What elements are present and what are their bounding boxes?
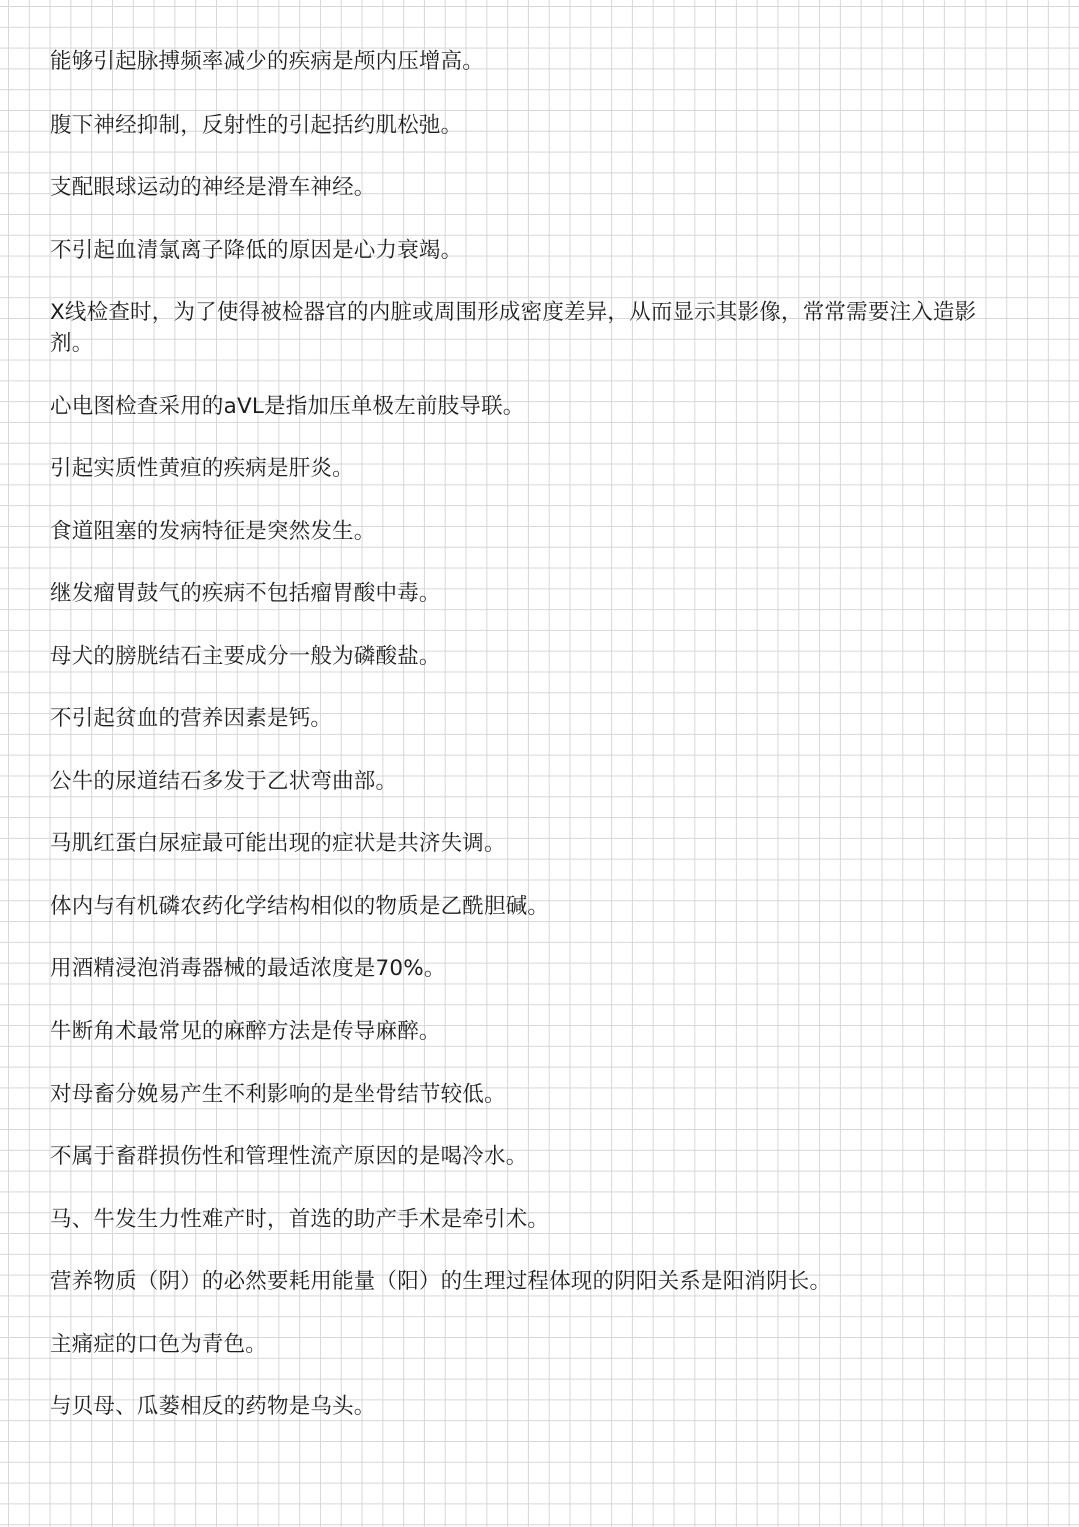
note-line: 与贝母、瓜蒌相反的药物是乌头。 xyxy=(50,1394,376,1419)
note-line: 不引起血清氯离子降低的原因是心力衰竭。 xyxy=(50,238,463,263)
note-line: 食道阻塞的发病特征是突然发生。 xyxy=(50,519,376,544)
note-line: 不引起贫血的营养因素是钙。 xyxy=(50,706,333,731)
note-line: 能够引起脉搏频率减少的疾病是颅内压增高。 xyxy=(50,49,485,74)
note-line: 腹下神经抑制，反射性的引起括约肌松弛。 xyxy=(50,113,463,138)
note-line: 马肌红蛋白尿症最可能出现的症状是共济失调。 xyxy=(50,831,506,856)
note-line: 马、牛发生力性难产时，首选的助产手术是牵引术。 xyxy=(50,1207,550,1232)
note-line: 公牛的尿道结石多发于乙状弯曲部。 xyxy=(50,769,398,794)
note-line: 用酒精浸泡消毒器械的最适浓度是70%。 xyxy=(50,956,446,981)
note-line: 营养物质（阴）的必然要耗用能量（阳）的生理过程体现的阴阳关系是阳消阴长。 xyxy=(50,1269,832,1294)
note-line: 支配眼球运动的神经是滑车神经。 xyxy=(50,175,376,200)
note-line: 继发瘤胃鼓气的疾病不包括瘤胃酸中毒。 xyxy=(50,581,441,606)
note-line: 对母畜分娩易产生不利影响的是坐骨结节较低。 xyxy=(50,1082,506,1107)
note-line: 体内与有机磷农药化学结构相似的物质是乙酰胆碱。 xyxy=(50,894,550,919)
note-line: 心电图检查采用的aVL是指加压单极左前肢导联。 xyxy=(50,394,525,419)
note-line: 引起实质性黄疸的疾病是肝炎。 xyxy=(50,456,354,481)
note-line: 牛断角术最常见的麻醉方法是传导麻醉。 xyxy=(50,1019,441,1044)
note-line: X线检查时，为了使得被检器官的内脏或周围形成密度差异，从而显示其影像，常常需要注入造影剂。 xyxy=(50,300,977,356)
note-line: 不属于畜群损伤性和管理性流产原因的是喝冷水。 xyxy=(50,1144,528,1169)
note-line: 母犬的膀胱结石主要成分一般为磷酸盐。 xyxy=(50,644,441,669)
note-line: 主痛症的口色为青色。 xyxy=(50,1332,268,1357)
